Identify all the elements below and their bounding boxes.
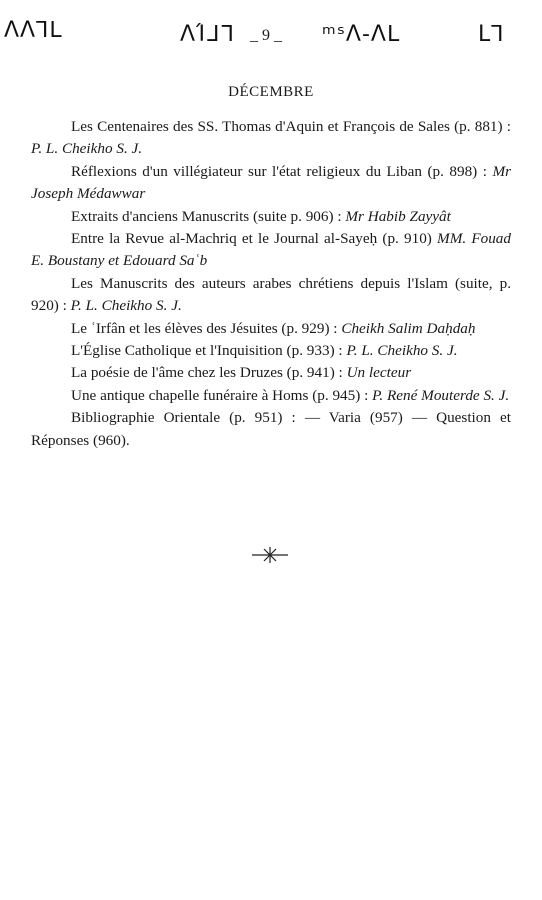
toc-entry [31,340,511,362]
entry-title: Le ʿIrfân et les élèves des Jésuites (p. 929) : [71,319,342,337]
asterisk-ornament-icon [250,545,290,565]
handwritten-note: ΛΛ⅂ᒪ [4,18,63,43]
entry-title: La poésie de l'âme chez les Druzes (p. 941) : [71,364,347,382]
entry-title: Les Centenaires des SS. Thomas d'Aquin et François de Sales (p. 881) : [71,118,511,135]
toc-entry [31,273,511,318]
page-number: _ 9 _ [250,27,282,44]
entry-author: MM. Fouad E. Boustany et Edouard Saʿb [31,230,511,270]
table-of-contents [31,116,511,452]
entry-title: Extraits d'anciens Manuscrits (suite p. 906) : [71,207,346,225]
toc-entry [31,161,511,206]
toc-entry [31,206,511,228]
entry-title: Une antique chapelle funéraire à Homs (p. 945) : [71,386,373,404]
entry-author: P. L. Cheikho S. J. [70,297,182,315]
entry-author: Cheikh Salim Daḥdaḥ [341,319,476,337]
toc-entry [31,407,511,452]
section-heading: DÉCEMBRE [228,84,314,100]
toc-entry [31,362,511,384]
entry-author: P. L. Cheikho S. J. [346,342,458,360]
toc-entry [31,318,511,340]
toc-entry [31,228,511,273]
entry-title: Réflexions d'un villégiateur sur l'état religieux du Liban (p. 898) : [71,162,493,180]
entry-author: P. René Mouterde S. J. [372,386,510,404]
entry-title: L'Église Catholique et l'Inquisition (p. 933) : [71,342,347,360]
handwritten-note: L⅂ [478,22,505,47]
handwritten-note: ᵐˢΛ-Λᒪ [322,22,401,47]
handwritten-note: ΛΊᒧᒣ [180,22,235,47]
entry-author: Mr Joseph Médawwar [31,162,511,203]
entry-author: P. L. Cheikho S. J. [31,140,143,158]
entry-title: Entre la Revue al-Machriq et le Journal al-Sayeḥ (p. 910) [71,230,438,248]
toc-entry [31,385,511,407]
entry-title: Les Manuscrits des auteurs arabes chrétiens depuis l'Islam (suite, p. 920) : [31,274,511,315]
entry-title: Bibliographie Orientale (p. 951) : — Varia (957) — Question et Réponses (960). [31,409,511,449]
entry-author: Un lecteur [346,364,412,382]
toc-entry [31,116,511,161]
entry-author: Mr Habib Zayyât [345,207,451,225]
